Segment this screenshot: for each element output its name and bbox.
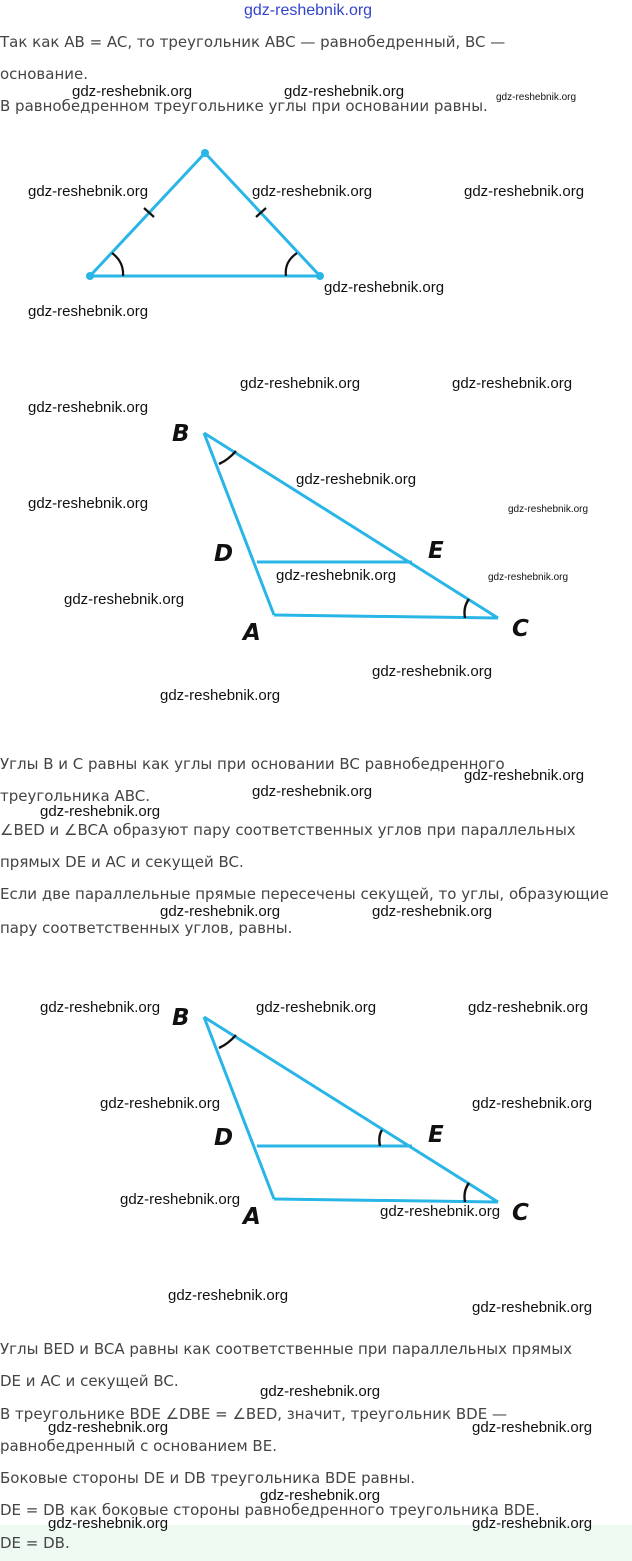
text-line: прямых DE и AC и секущей BC.: [0, 853, 244, 871]
text-line: DE и AC и секущей BC.: [0, 1372, 179, 1390]
watermark-text: gdz-reshebnik.org: [508, 504, 589, 515]
watermark-text: gdz-reshebnik.org: [28, 495, 149, 512]
watermark-text: gdz-reshebnik.org: [100, 1095, 221, 1112]
label-d: D: [214, 1125, 234, 1151]
watermark-text: gdz-reshebnik.org: [260, 1383, 381, 1400]
text-line: ∠BED и ∠BCA образуют пару соответственных углов при параллельных: [0, 821, 576, 839]
label-d: D: [214, 541, 234, 567]
watermark-text: gdz-reshebnik.org: [284, 83, 405, 100]
text-line: Углы BED и BCA равны как соответственные при параллельных прямых: [0, 1340, 573, 1358]
watermark-text: gdz-reshebnik.org: [48, 1419, 169, 1436]
watermark-text: gdz-reshebnik.org: [372, 663, 493, 680]
text-line: треугольника ABC.: [0, 787, 150, 805]
angle-arc: [465, 1183, 470, 1202]
watermark-text: gdz-reshebnik.org: [472, 1299, 593, 1316]
text-line: Так как AB = AC, то треугольник ABC — равнобедренный, BC —: [0, 33, 506, 51]
text-line: Боковые стороны DE и DB треугольника BDE равны.: [0, 1469, 416, 1487]
watermark-text: gdz-reshebnik.org: [40, 999, 161, 1016]
watermark-text: gdz-reshebnik.org: [468, 999, 589, 1016]
watermark-text: gdz-reshebnik.org: [496, 92, 577, 103]
watermark-text: gdz-reshebnik.org: [120, 1191, 241, 1208]
watermark-text: gdz-reshebnik.org: [324, 279, 445, 296]
watermark-text: gdz-reshebnik.org: [488, 572, 569, 583]
watermark-text: gdz-reshebnik.org: [452, 375, 573, 392]
watermark-text: gdz-reshebnik.org: [28, 183, 149, 200]
text-line: В треугольнике BDE ∠DBE = ∠BED, значит, треугольник BDE —: [0, 1405, 507, 1423]
text-line: В равнобедренном треугольнике углы при основании равны.: [0, 97, 488, 115]
watermark-text: gdz-reshebnik.org: [380, 1203, 501, 1220]
text-line: Если две параллельные прямые пересечены секущей, то углы, образующие: [0, 885, 609, 903]
watermark-text: gdz-reshebnik.org: [256, 999, 377, 1016]
watermark-text: gdz-reshebnik.org: [168, 1287, 289, 1304]
answer-line: DE = DB.: [0, 1534, 70, 1552]
label-b: B: [172, 421, 190, 447]
watermark-text: gdz-reshebnik.org: [252, 783, 373, 800]
label-b: B: [172, 1005, 190, 1031]
watermark-text: gdz-reshebnik.org: [252, 183, 373, 200]
text-line: DE = DB как боковые стороны равнобедренного треугольника BDE.: [0, 1501, 540, 1519]
watermark-text: gdz-reshebnik.org: [72, 83, 193, 100]
label-a: A: [243, 620, 261, 646]
watermark-text: gdz-reshebnik.org: [464, 767, 585, 784]
label-c: C: [512, 1200, 529, 1226]
watermark-text: gdz-reshebnik.org: [160, 903, 281, 920]
watermark-text: gdz-reshebnik.org: [372, 903, 493, 920]
watermark-text: gdz-reshebnik.org: [160, 687, 281, 704]
text-line: Углы B и C равны как углы при основании BC равнобедренного: [0, 755, 505, 773]
watermark-text: gdz-reshebnik.org: [296, 471, 417, 488]
label-e: E: [428, 538, 444, 564]
watermark-text: gdz-reshebnik.org: [464, 183, 585, 200]
text-line: пару соответственных углов, равны.: [0, 919, 293, 937]
angle-arc: [379, 1130, 382, 1146]
label-a: A: [243, 1204, 261, 1230]
watermark-text: gdz-reshebnik.org: [276, 567, 397, 584]
text-line: основание.: [0, 65, 88, 83]
watermark-text: gdz-reshebnik.org: [48, 1515, 169, 1532]
watermark-text: gdz-reshebnik.org: [28, 303, 149, 320]
watermark-text: gdz-reshebnik.org: [64, 591, 185, 608]
watermark-text: gdz-reshebnik.org: [472, 1419, 593, 1436]
watermark-text: gdz-reshebnik.org: [260, 1487, 381, 1504]
label-e: E: [428, 1122, 444, 1148]
text-line: равнобедренный с основанием BE.: [0, 1437, 277, 1455]
watermark-text: gdz-reshebnik.org: [472, 1095, 593, 1112]
label-c: C: [512, 616, 529, 642]
watermark-text: gdz-reshebnik.org: [244, 2, 373, 19]
segment-bc: [204, 1017, 498, 1202]
angle-arc: [219, 1035, 236, 1048]
watermark-text: gdz-reshebnik.org: [40, 803, 161, 820]
watermark-text: gdz-reshebnik.org: [28, 399, 149, 416]
watermark-text: gdz-reshebnik.org: [472, 1515, 593, 1532]
watermark-text: gdz-reshebnik.org: [240, 375, 361, 392]
